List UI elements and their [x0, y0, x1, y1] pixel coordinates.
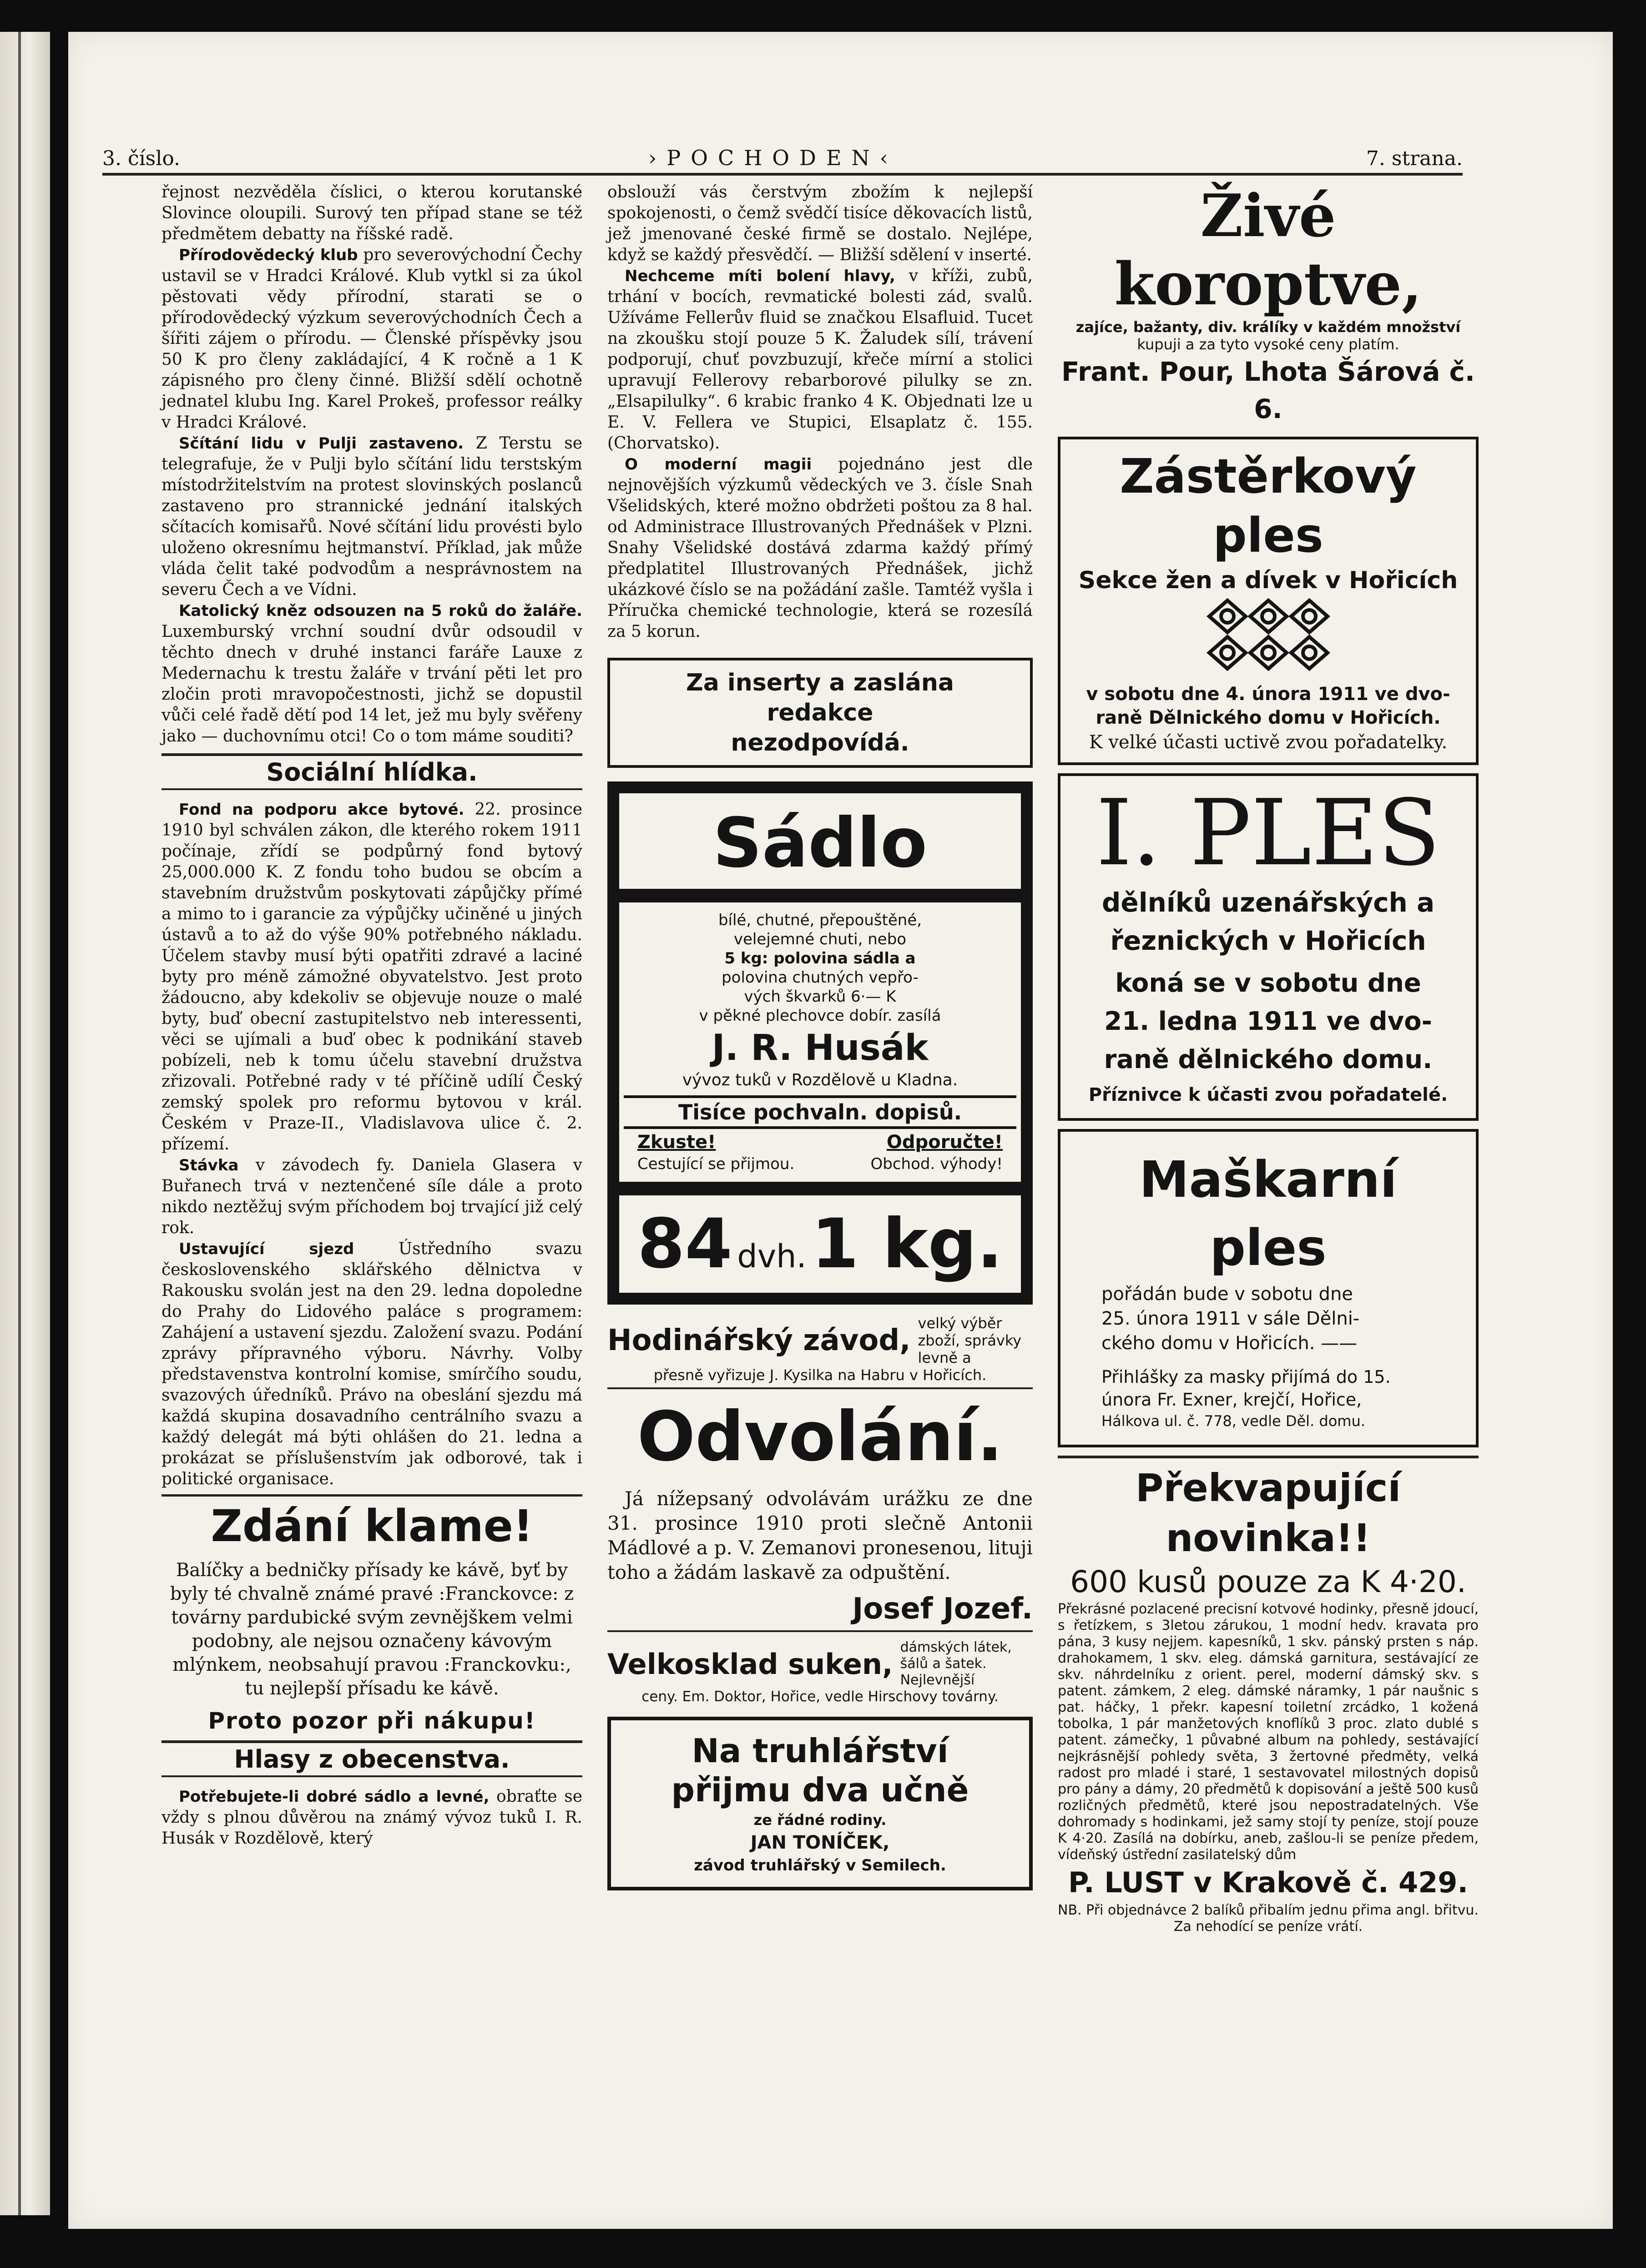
ad-line: polovina chutných vepřo- [722, 968, 919, 987]
article-klub [162, 245, 582, 433]
ornament-icon [1200, 596, 1337, 673]
article-text: pro severovýchodní Čechy ustavil se v Hradci Králové. Klub vytkl si za úkol pěstovati vědy přírodní, starati se o přírodovědecký výzkum severovýchodních Čech a šířiti zájem o přírodu. — Členské příspěvky jsou 50 K pro členy zakládající, 4 K ročně a 1 K zápisného pro členy činné. Bližší sdělí ochotně jednatel klubu Ing. Karel Prokeš, professor reálky v Hradci Králové. [162, 246, 582, 432]
article-text: pojednáno jest dle nejnovějších výzkumů vědeckých ve 3. čísle Snah Všelidských, které možno obdržeti poštou za 8 hal. od Administrace Illustrovaných Přednášek v Plzni. Snahy Všelidské dostává zdarma každý přímý předplatitel Illustrovaných Přednášek, jichž ukázkové číslo se na požádání zašle. Tamtéž vyšla i Příručka chemické technologie, která se rozesílá za 5 korun. [607, 455, 1033, 641]
article-knez [162, 600, 582, 747]
ad-koroptve-line: zajíce, bažanty, div. králíky v každém množství [1075, 318, 1461, 336]
ad-line: 5 kg: polovina sádla a [724, 949, 916, 968]
ad-novinka-firm: P. LUST v Krakově č. 429. [1068, 1866, 1468, 1899]
binding-line [18, 32, 21, 2215]
ad-line: Odporučte! [886, 1132, 1003, 1153]
ad-zast-title: Zástěrkový ples [1120, 449, 1417, 563]
ad-novinka-nb: NB. Při objednávce 2 balíků přibalím jednu přima angl. břitvu. Za nehodící se peníze vrátí. [1058, 1902, 1479, 1935]
ad-line: velejemné chuti, nebo [733, 930, 907, 948]
ad-odvolani-title: Odvolání. [637, 1397, 1003, 1477]
ad-novinka-title: Překvapující novinka!! [1058, 1456, 1479, 1563]
ad-mask-line: 25. února 1911 v sále Dělni- [1101, 1308, 1360, 1329]
notice-text: Za inserty a zaslána redakce nezodpovídá. [686, 669, 954, 756]
ad-line: Zkuste! [637, 1132, 716, 1153]
price-unit: dvh. [737, 1238, 807, 1275]
article-sadlo [162, 1786, 582, 1849]
ad-koroptve-name: Frant. Pour, Lhota Šárová č. 6. [1061, 356, 1475, 424]
price-qty: 1 kg. [811, 1205, 1003, 1284]
ad-sadlo-firm: J. R. Husák [712, 1028, 929, 1068]
article-heading: Nechceme míti bolení hlavy, [625, 267, 895, 285]
ad-sadlo-actions [624, 1133, 1016, 1152]
ad-truhlar-line: ze řádné rodiny. [753, 1811, 887, 1829]
neighbor-page-edge [0, 32, 50, 2215]
ad-zast-line: raně Dělnického domu v Hořicích. [1096, 707, 1441, 728]
ad-zast-subtitle: Sekce žen a dívek v Hořicích [1078, 567, 1458, 594]
column-2 [607, 182, 1033, 1899]
ad-line: v pěkné plechovce dobír. zasílá [699, 1007, 941, 1025]
ad-watch-line: přesně vyřizuje J. Kysilka na Habru v Hořicích. [607, 1366, 1033, 1389]
article-text: Luxemburský vrchní soudní dvůr odsoudil v těchto dnech v druhé instanci faráře Lauxe z Medernachu k trestu žaláře v trvání pěti let pro zločin proti mravopočestnosti, jichž se dopustil vůči celé řadě dětí pod 14 let, jež mu byly svěřeny jako — duchovnímu otci! Co o tom máme souditi? [162, 622, 582, 746]
ad-watch [607, 1315, 1033, 1366]
article-text: Z Terstu se telegrafuje, že v Pulji bylo sčítání lidu terstským místodržitelstvím na protest slovinských poslanců zastaveno pro strannické jednání italských sčítacích komisařů. Nové sčítání lidu provésti bylo uloženo okresnímu hejtmanství. Příklad, jak může vláda čelit také podvodům a nesprávnostem na severu Čech a ve Vídni. [162, 434, 583, 599]
page-header [102, 146, 1463, 176]
ad-cloth-line: ceny. Em. Doktor, Hořice, vedle Hirschovy továrny. [641, 1688, 999, 1705]
ad-ples [1058, 773, 1479, 1121]
ad-franck-warning: Proto pozor při nákupu! [208, 1708, 536, 1734]
ad-ples-line: dělníků uzenářských a [1101, 887, 1435, 918]
ad-odvolani-signature: Josef Jozef. [607, 1592, 1033, 1632]
divider [162, 1494, 582, 1497]
article-heading: Katolický kněz odsouzen na 5 roků do žaláře. [179, 602, 582, 620]
ad-line: vých škvarků 6·— K [744, 988, 896, 1006]
ad-odvolani-text: Já nížepsaný odvolávám urážku ze dne 31. prosince 1910 proti slečně Antonii Mádlové a p. V. Zemanovi pronesenou, lituji toho a žádám laskavě za odpuštění. [607, 1487, 1033, 1583]
article-heading: Potřebujete-li dobré sádlo a levné, [179, 1788, 490, 1806]
price-value: 84 [637, 1205, 732, 1284]
ad-sadlo-terms [624, 1152, 1016, 1179]
ad-truhlar-line: závod truhlářský v Semilech. [694, 1856, 946, 1875]
ad-watch-title: Hodinářský závod, [607, 1324, 911, 1357]
article-fluid [607, 266, 1033, 454]
ad-sadlo-title: Sádlo [619, 793, 1021, 902]
masthead-title: ›POCHODEN‹ [648, 146, 899, 170]
ad-sadlo-letters: Tisíce pochvaln. dopisů. [624, 1095, 1016, 1129]
article-text: Ústředního svazu československého sklářského dělnictva v Rakousku svolán jest na den 29. ledna dopoledne do Prahy do Lidového paláce s programem: Zahájení a ustavení sjezdu. Založení svazu. Podání zprávy přípravného výboru. Návrhy. Volby představenstva kontrolní komise, smírčího soudu, svazových úředníků. Právo na obeslání sjezdu má každá skupina dosavadního centrálního svazu a každý delegát má býti ohlášen do 21. ledna a prokázat se příslušenstvím jak odborové, tak i politické organisace. [162, 1240, 582, 1488]
ad-mask-line: února Fr. Exner, krejčí, Hořice, [1101, 1390, 1362, 1410]
ad-mask-line: Přihlášky za masky přijímá do 15. [1101, 1367, 1391, 1387]
ad-zast-line: K velké účasti uctivě zvou pořadatelky. [1089, 732, 1448, 753]
ad-mask-title: Maškarní ples [1139, 1150, 1397, 1277]
page-number: 7. strana. [1366, 147, 1463, 170]
ad-ples-line: 21. ledna 1911 ve dvo- [1104, 1007, 1432, 1036]
ad-truhlar-line: přijmu dva učně [671, 1771, 969, 1809]
ad-zast-line: v sobotu dne 4. února 1911 ve dvo- [1086, 684, 1450, 705]
ad-watch-side: velký výběr zboží, správky levně a [918, 1315, 1022, 1366]
ad-koroptve-line: kupuji a za tyto vysoké ceny platím. [1137, 336, 1399, 353]
article-text: v kříži, zubů, trhání v bocích, revmatické bolesti zád, svalů. Užíváme Fellerův fluid se značkou Elsafluid. Tucet na zkoušku stojí pouze 5 K. Žaludek sílí, trávení podporují, chuť povzbuzují, křeče mírní a stolici upravují Fellerovy rebarborové pilulky se zn. „Elsapilulky“. 6 krabic franko 4 K. Objednati lze u E. V. Fellera ve Stupici, Elsaplatz č. 155. (Chorvatsko). [607, 267, 1033, 453]
ad-novinka-text: Překrásné pozlacené precisní kotvové hodinky, přesně jdoucí, s řetízkem, s 3letou zárukou, 1 modní hedv. kravata pro pána, 3 kusy nejjem. kapesníků, 1 skv. pánský prsten s náp. drahokamem, 1 skv. eleg. dámská garnitura, sestávající ze skv. náhrdelníku z orient. perel, moderní dámský skv. s patent. zámkem, 2 eleg. dámské náramky, 1 pár naušnic s pat. háčky, 1 překr. kapesní toiletní zrcádko, 1 kožená tobolka, 1 pár manžetových knoflíků 3 proc. zlato dublé s patent. zámečky, 1 půvabné album na pohledy, sestávající nejkrásnější pohledy světa, 3 žertovné předměty, velká radost pro mladé i staré, 1 sestavovatel milostných dopisů pro pány a dámy, 20 předmětů k dopisování a ještě 500 kusů rozličných předmětů, které jsou nepostradatelných. Vše dohromady s hodinkami, jež samy stojí ty peníze, stojí pouze K 4·20. Zasílá na dobírku, aneb, zašlou-li se peníze předem, vídeňský ústřední zasilatelský dům [1058, 1601, 1479, 1863]
column-3 [1058, 182, 1479, 1935]
ad-line: vývoz tuků v Rozdělově u Kladna. [682, 1071, 958, 1089]
ad-ples-line: Příznivce k účasti zvou pořadatelé. [1088, 1084, 1448, 1105]
ad-koroptve-title: Živé koroptve, [1114, 182, 1422, 318]
ad-sadlo-price [619, 1182, 1021, 1293]
ad-ples-line: řeznických v Hořicích [1110, 925, 1426, 956]
ad-cloth-side: dámských látek, šálů a šatek. Nejlevnější [900, 1639, 1012, 1688]
ad-truhlar-name: JAN TONÍČEK, [750, 1832, 890, 1853]
section-heading-social: Sociální hlídka. [162, 753, 582, 790]
article-heading: O moderní magii [625, 455, 812, 474]
ad-zasterkovy [1058, 437, 1479, 765]
article-heading: Stávka [179, 1156, 239, 1174]
article-heading: Sčítání lidu v Pulji zastaveno. [179, 434, 464, 453]
ad-sadlo-body [619, 902, 1021, 1182]
article-fond [162, 799, 582, 1155]
editorial-notice [607, 658, 1033, 768]
ad-mask-line: pořádán bude v sobotu dne [1101, 1284, 1353, 1305]
ad-ples-line: koná se v sobotu dne [1115, 968, 1421, 998]
article-magie [607, 454, 1033, 642]
article-pulj [162, 433, 582, 600]
article-heading: Přírodovědecký klub [179, 246, 358, 264]
article-heading: Ustavující sjezd [179, 1240, 354, 1258]
ad-franck-title: Zdání klame! [211, 1501, 533, 1552]
article-text: obslouží vás čerstvým zbožím k nejlepší spokojenosti, o čemž svědčí tisíce děkovacích listů, jež jmenované české firmě se dostalo. Nejlépe, když se každý přesvědčí. — Bližší sdělení v inserté. [607, 183, 1033, 264]
ad-mask-line: ckého domu v Hořicích. —— [1101, 1333, 1358, 1354]
article-stavka [162, 1155, 582, 1239]
ad-ples-title: I. PLES [1096, 780, 1440, 886]
ad-novinka-subtitle: 600 kusů pouze za K 4·20. [1070, 1564, 1466, 1599]
ad-cloth [607, 1639, 1033, 1688]
ad-line: Obchod. výhody! [870, 1155, 1003, 1173]
ad-ples-line: raně dělnického domu. [1104, 1045, 1433, 1074]
article-text: v závodech fy. Daniela Glasera v Buřanech trvá v neztenčené síle dále a proto nikdo neztěžuj svým příchodem boj trvající již celý rok. [162, 1156, 582, 1237]
article-text: obraťte se vždy s plnou důvěrou na známý vývoz tuků I. R. Husák v Rozdělově, který [162, 1787, 582, 1848]
ad-franck-text: Balíčky a bedničky přísady ke kávě, byť by byly té chvalně známé pravé :Franckovce: z továrny pardubické svým zevnějškem velmi podobny, ale nejsou označeny kávovým mlýnkem, neobsahují pravou :Franckovku:, tu nejlepší přísadu ke kávě. [170, 1560, 574, 1699]
ad-mask-line: Hálkova ul. č. 778, vedle Děl. domu. [1101, 1412, 1365, 1430]
ad-sadlo [607, 781, 1033, 1305]
column-1 [162, 182, 582, 1849]
article-text: 22. prosince 1910 byl schválen zákon, dle kterého rokem 1911 počínaje, zřídí se podpůrný fond bytový 25,000.000 K. Z fondu toho budou se obcím a stavebním družstvům poskytovati zápůjčky přímé a mimo to i garancie za výpůjčky učiněné u jiných ústavů a to až do výše 90% potřebného nákladu. Účelem stavby musí býti opatřiti zdravé a laciné byty pro méně zámožné obyvatelstvo. Jest proto žádoucno, aby kdekoliv se objevuje nouze o malé byty, buď obecní zastupitelstvo neb interessenti, věci se ujímali a buď obec k podnikání staveb pobízeli, neb k tomu účelu stavební družstva zřizovali. Potřebné rady v té příčině udílí Český zemský spolek pro reformu bytovou v král. Českém v Praze-II., Vladislavova ulice č. 2. přízemí. [162, 800, 582, 1154]
ad-truhlar [607, 1717, 1033, 1890]
ad-line: Cestující se přijmou. [637, 1155, 795, 1173]
article-heading: Fond na podporu akce bytové. [179, 801, 465, 819]
article-sjezd [162, 1239, 582, 1490]
ad-line: bílé, chutné, přepouštěné, [718, 911, 922, 929]
section-heading-public: Hlasy z obecenstva. [162, 1740, 582, 1777]
ad-maskarni [1058, 1129, 1479, 1447]
article-text: řejnost nezvěděla číslici, o kterou korutanské Slovince oloupili. Surový ten případ stane se též předmětem debatty na říšské radě. [162, 183, 582, 243]
issue-number: 3. číslo. [102, 147, 181, 170]
ad-truhlar-line: Na truhlářství [692, 1732, 949, 1770]
ad-cloth-title: Velkosklad suken, [607, 1647, 893, 1681]
